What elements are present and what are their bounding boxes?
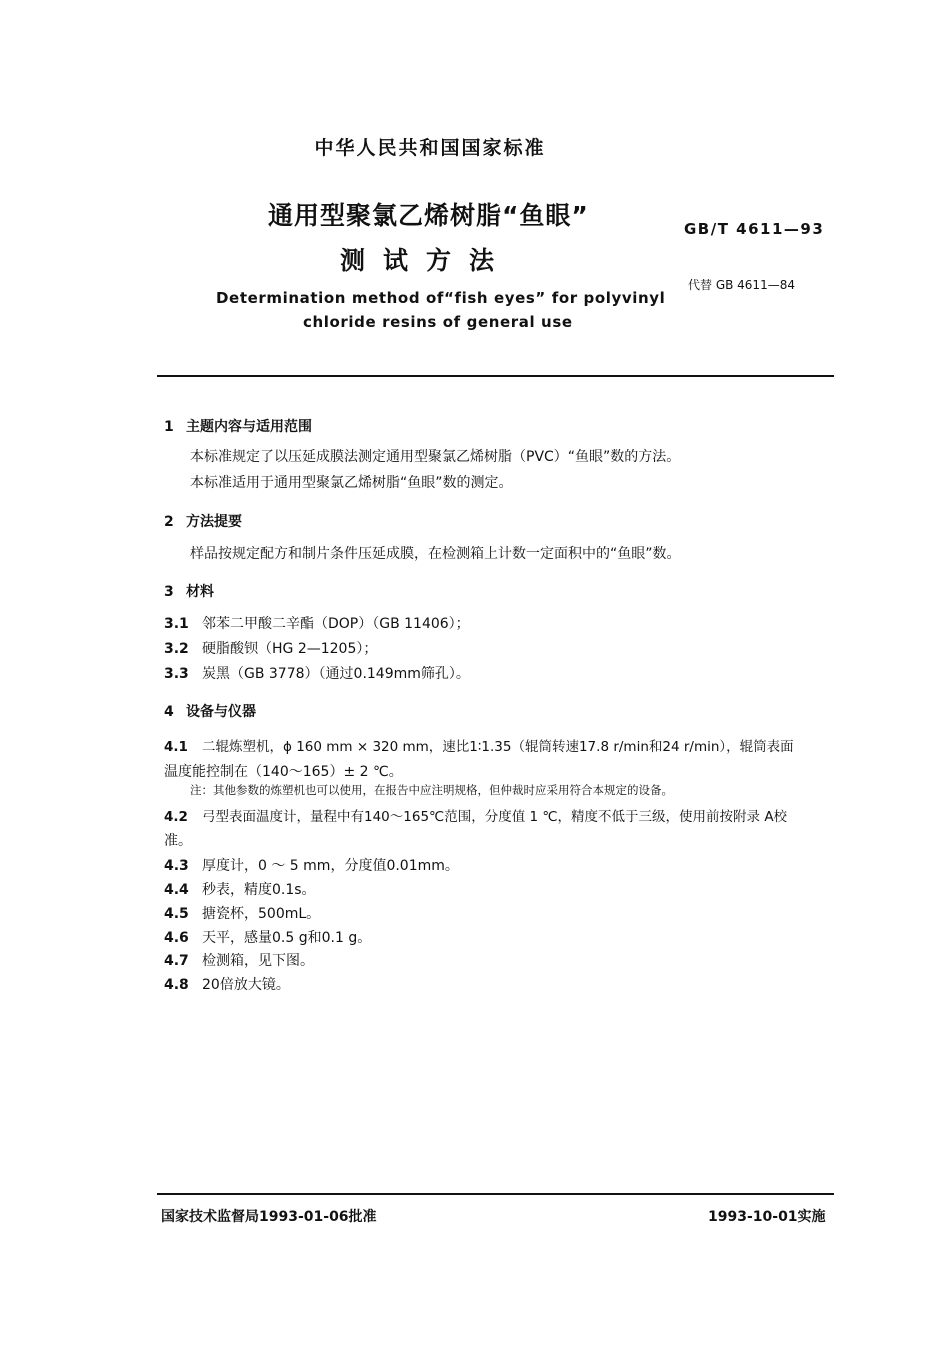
- section-2-heading: [164, 511, 242, 531]
- equipment-item-number: 4.2: [164, 809, 188, 825]
- material-item-text: 邻苯二甲酸二辛酯（DOP）（GB 11406）；: [202, 616, 470, 632]
- material-item-number: 3.1: [164, 616, 189, 632]
- equipment-item-text: 厚度计，0 ～ 5 mm，分度值0.01mm。: [202, 858, 459, 874]
- equipment-item-text: 秒表，精度0.1s。: [202, 882, 316, 898]
- equipment-item-4-1-continued: 温度能控制在（140～165）± 2 ℃。: [164, 764, 403, 780]
- equipment-item-text: 二辊炼塑机，ϕ 160 mm × 320 mm，速比1∶1.35（辊筒转速17.8 r/min和24 r/min），辊筒表面: [202, 739, 794, 755]
- standard-number: GB/T 4611—93: [684, 220, 825, 238]
- equipment-item: [164, 974, 290, 994]
- footer-divider: [157, 1193, 834, 1195]
- equipment-item-text: 20倍放大镜。: [202, 977, 290, 993]
- material-item-text: 炭黑（GB 3778）（通过0.149mm筛孔）。: [202, 666, 470, 682]
- section-2-title: 方法提要: [186, 514, 242, 530]
- title-en-line1: Determination method of“fish eyes” for polyvinyl: [216, 289, 666, 307]
- material-item: [164, 663, 470, 683]
- equipment-item-number: 4.5: [164, 906, 189, 922]
- section-4-number: 4: [164, 704, 174, 720]
- equipment-item-number: 4.3: [164, 858, 189, 874]
- header-divider: [157, 375, 834, 377]
- title-cn-line1: 通用型聚氯乙烯树脂“鱼眼”: [268, 201, 589, 230]
- equipment-item: [164, 950, 314, 970]
- equipment-item-number: 4.7: [164, 953, 189, 969]
- equipment-item-text: 天平，感量0.5 g和0.1 g。: [202, 930, 372, 946]
- section-1-heading: [164, 416, 312, 436]
- section-1-para2: 本标准适用于通用型聚氯乙烯树脂“鱼眼”数的测定。: [190, 475, 513, 491]
- section-3-heading: [164, 581, 214, 601]
- equipment-item: [164, 855, 459, 875]
- equipment-item-4-1: [164, 735, 794, 755]
- equipment-item-number: 4.6: [164, 930, 189, 946]
- equipment-item-number: 4.1: [164, 739, 188, 755]
- equipment-item-number: 4.8: [164, 977, 189, 993]
- material-item-number: 3.3: [164, 666, 189, 682]
- effective-date: 1993-10-01实施: [708, 1209, 826, 1225]
- title-cn-line2: 测试方法: [340, 246, 513, 275]
- approval-date: 国家技术监督局1993-01-06批准: [161, 1209, 377, 1225]
- section-1-title: 主题内容与适用范围: [186, 419, 312, 435]
- equipment-item: [164, 927, 371, 947]
- equipment-item-4-2: [164, 805, 787, 825]
- section-2-number: 2: [164, 514, 174, 530]
- section-3-number: 3: [164, 584, 174, 600]
- equipment-item-text: 弓型表面温度计，量程中有140～165℃范围，分度值 1 ℃，精度不低于三级，使用前按附录 A校: [202, 809, 788, 825]
- material-item: [164, 638, 377, 658]
- equipment-item-number: 4.4: [164, 882, 189, 898]
- section-3-title: 材料: [186, 584, 214, 600]
- equipment-item-text: 检测箱，见下图。: [202, 953, 314, 969]
- section-4-heading: [164, 701, 256, 721]
- section-4-title: 设备与仪器: [186, 704, 256, 720]
- equipment-item: [164, 903, 320, 923]
- equipment-item-text: 搪瓷杯，500mL。: [202, 906, 321, 922]
- title-en-line2: chloride resins of general use: [303, 313, 573, 331]
- material-item: [164, 613, 470, 633]
- equipment-item-4-2-continued: 准。: [164, 833, 192, 849]
- material-item-number: 3.2: [164, 641, 189, 657]
- replaces-note: 代替 GB 4611—84: [688, 278, 795, 292]
- equipment-item: [164, 879, 316, 899]
- equipment-note: 注：其他参数的炼塑机也可以使用，在报告中应注明规格，但仲裁时应采用符合本规定的设备。: [190, 783, 673, 797]
- national-standard-heading: 中华人民共和国国家标准: [314, 137, 546, 159]
- material-item-text: 硬脂酸钡（HG 2—1205）；: [202, 641, 378, 657]
- section-1-number: 1: [164, 419, 174, 435]
- section-2-para1: 样品按规定配方和制片条件压延成膜，在检测箱上计数一定面积中的“鱼眼”数。: [190, 546, 681, 562]
- section-1-para1: 本标准规定了以压延成膜法测定通用型聚氯乙烯树脂（PVC）“鱼眼”数的方法。: [190, 449, 681, 465]
